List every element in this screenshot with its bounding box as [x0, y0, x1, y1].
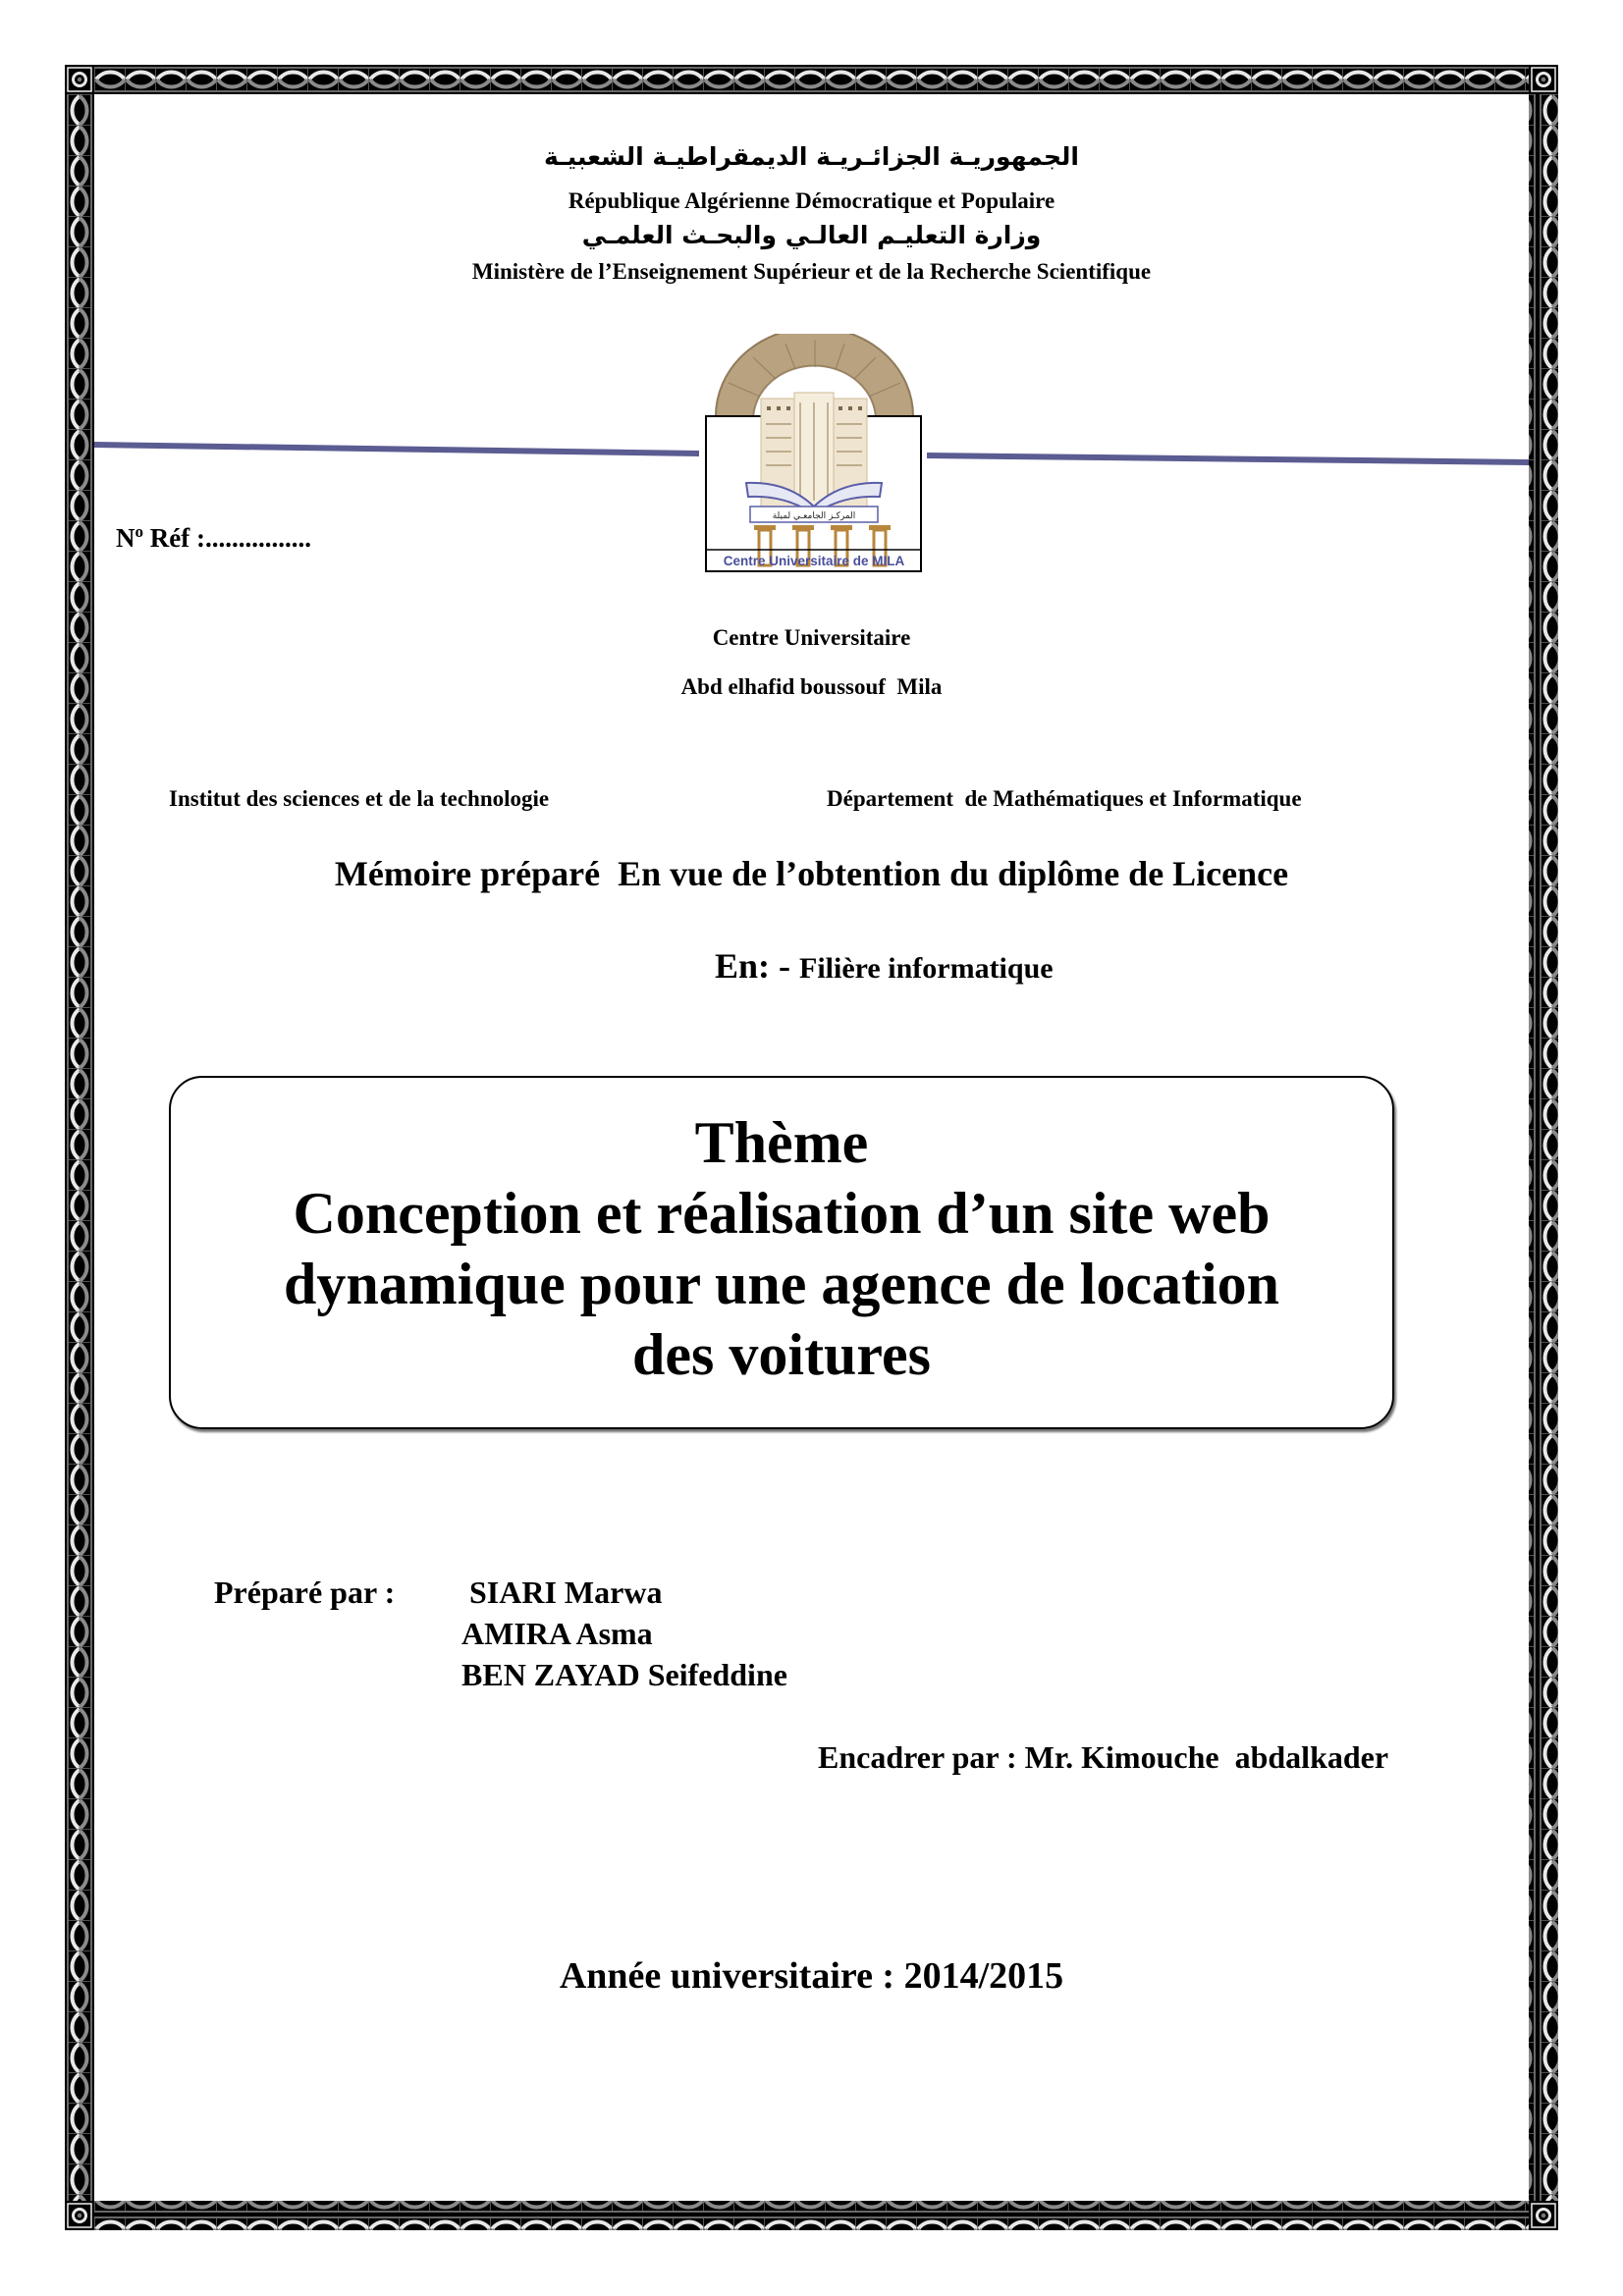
student-name-2: AMIRA Asma	[461, 1616, 653, 1651]
institute-name: Institut des sciences et de la technologie	[169, 786, 550, 811]
memoire-filiere	[707, 901, 1054, 995]
university-logo	[699, 334, 929, 579]
student-name-1: SIARI Marwa	[469, 1575, 663, 1610]
border-top	[94, 65, 1529, 94]
supervisor: Encadrer par : Mr. Kimouche abdalkader	[818, 1739, 1389, 1775]
reference-dots: ................	[204, 523, 311, 553]
reference-number	[116, 514, 311, 556]
student-name-3: BEN ZAYAD Seifeddine	[461, 1657, 787, 1692]
border-bottom	[94, 2201, 1529, 2230]
memoire-purpose: Mémoire préparé En vue de l’obtention du diplôme de Licence	[334, 854, 1289, 893]
border-left	[65, 94, 94, 2201]
reference-label: Réf :	[143, 523, 205, 553]
republic-french: République Algérienne Démocratique et Populaire	[568, 188, 1055, 213]
ministry-french: Ministère de l’Enseignement Supérieur et de la Recherche Scientifique	[471, 259, 1152, 284]
decorative-rule-left	[94, 437, 703, 466]
academic-year: Année universitaire : 2014/2015	[559, 1955, 1064, 1997]
theme-title-line-1: Conception et réalisation d’un site web	[293, 1181, 1271, 1246]
prepared-by-label: Préparé par :	[214, 1575, 396, 1610]
filiere-name: Filière informatique	[799, 952, 1054, 985]
filiere-en-label: En: -	[715, 946, 800, 986]
border-right	[1529, 94, 1558, 2201]
logo-arabic-band: المركـز الجامعـي لميلة	[772, 511, 856, 521]
institution-line-2: Abd elhafid boussouf Mila	[680, 674, 943, 699]
department-name: Département de Mathématiques et Informatique	[827, 786, 1302, 811]
reference-n: N	[116, 523, 135, 553]
institution-line-1: Centre Universitaire	[712, 625, 911, 650]
theme-box	[169, 1076, 1394, 1429]
republic-arabic: الجمهوريـة الجزائـريـة الديمقراطيـة الشعبيـة	[544, 142, 1079, 171]
decorative-rule-right	[927, 450, 1531, 469]
theme-title-line-2: dynamique pour une agence de location	[284, 1252, 1279, 1316]
logo-caption: Centre Universitaire de MILA	[723, 554, 905, 568]
ministry-arabic: وزارة التعليـم العالـي والبحـث العلمـي	[581, 221, 1042, 249]
theme-heading: Thème	[694, 1110, 869, 1175]
theme-title-line-3: des voitures	[632, 1322, 931, 1387]
reference-sup: o	[135, 522, 143, 541]
